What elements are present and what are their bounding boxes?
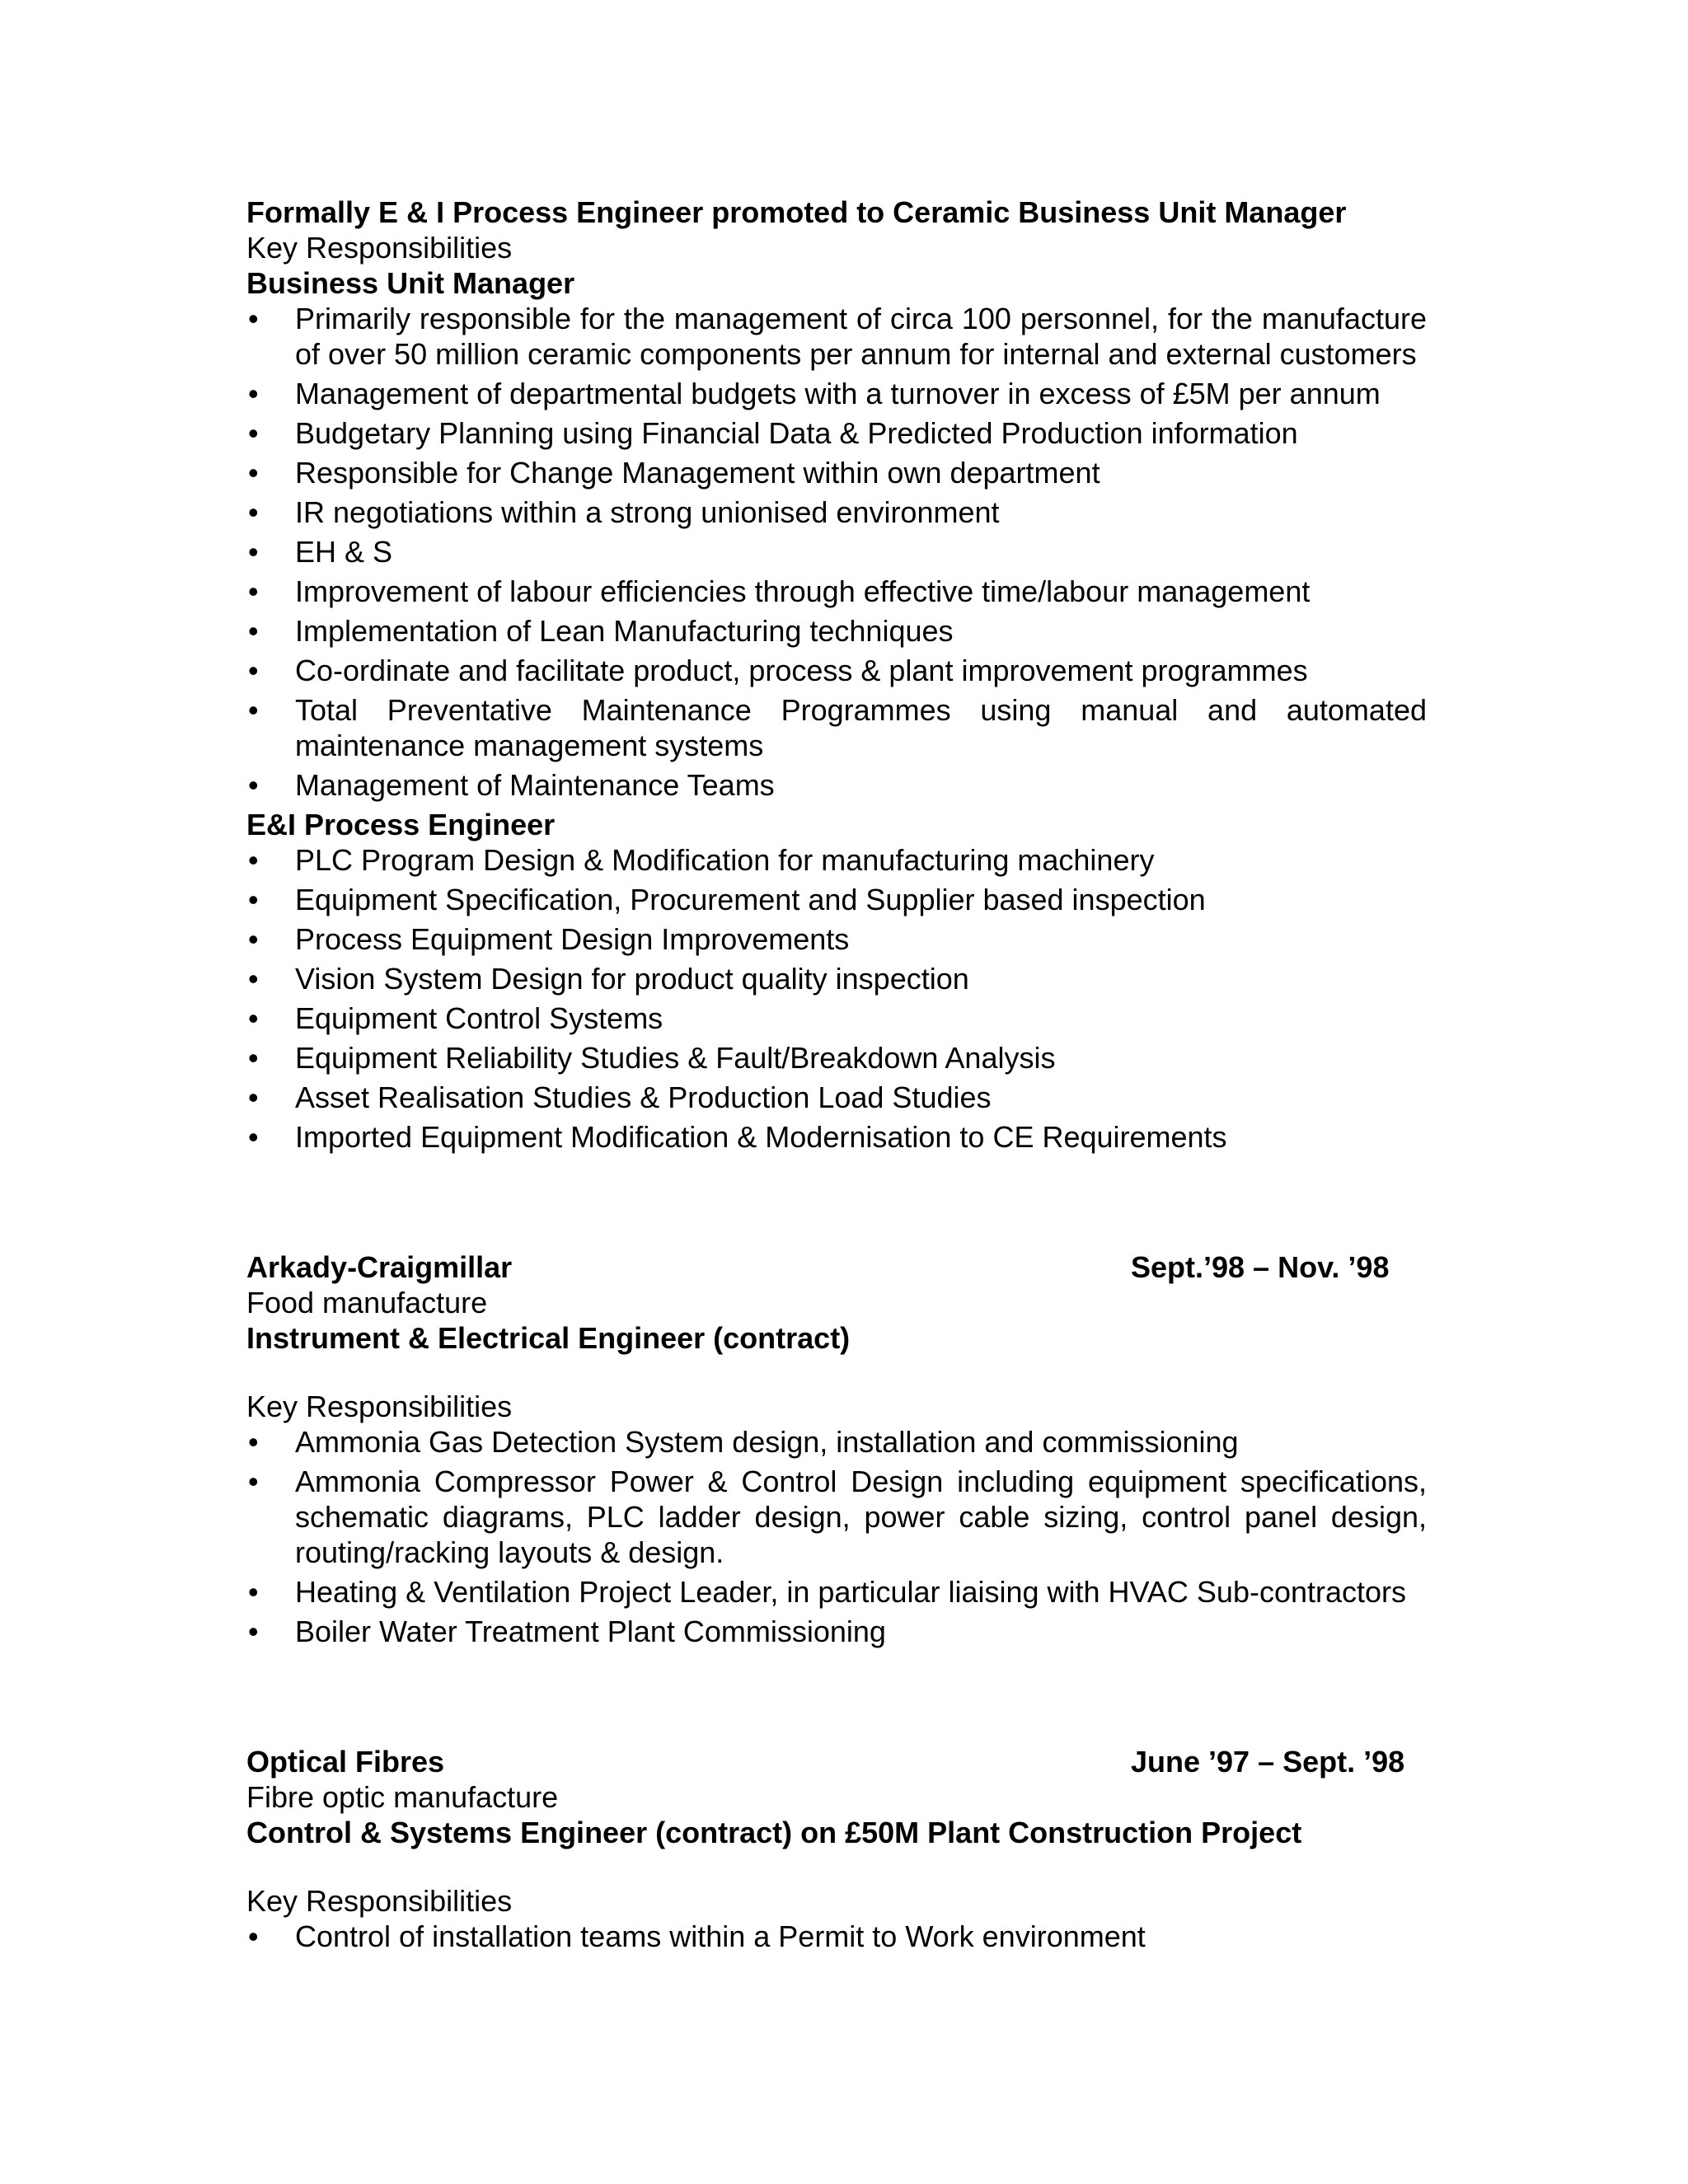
bullet-icon: • [248, 1001, 259, 1035]
bullet-icon: • [248, 377, 259, 410]
bullet-icon: • [248, 962, 259, 996]
role-title-business-unit-manager: Business Unit Manager [246, 266, 575, 300]
bullet-icon: • [248, 1120, 259, 1154]
list-item: • Process Equipment Design Improvements [248, 922, 850, 956]
bullet-icon: • [248, 1465, 259, 1498]
bullet-icon: • [248, 1615, 259, 1648]
bullet-icon: • [248, 883, 259, 916]
list-item: • Management of Maintenance Teams [248, 768, 775, 802]
industry: Fibre optic manufacture [246, 1780, 559, 1814]
ei-process-engineer-list [246, 842, 1427, 1155]
list-item: • Ammonia Compressor Power & Control Design including equipment specifications, schematic diagrams, PLC ladder design, power cable sizing, control panel design, routing/racking layouts & design. [248, 1465, 1427, 1569]
list-item: • Ammonia Gas Detection System design, installation and commissioning [248, 1425, 1239, 1459]
bullet-icon: • [248, 574, 259, 608]
business-unit-manager-list [246, 301, 1427, 803]
job-header-arkady [246, 1249, 1427, 1285]
key-responsibilities-label: Key Responsibilities [246, 231, 513, 265]
list-item: • Equipment Reliability Studies & Fault/Breakdown Analysis [248, 1041, 1056, 1075]
list-item: • Boiler Water Treatment Plant Commissioning [248, 1615, 886, 1648]
spacer [246, 1356, 1427, 1389]
intro-heading: Formally E & I Process Engineer promoted to Ceramic Business Unit Manager [246, 195, 1347, 229]
list-item: • Equipment Specification, Procurement and Supplier based inspection [248, 883, 1206, 916]
bullet-icon: • [248, 1425, 259, 1459]
list-item: • Heating & Ventilation Project Leader, in particular liaising with HVAC Sub-contractors [248, 1575, 1407, 1609]
list-item: • EH & S [248, 535, 393, 569]
list-item: • Primarily responsible for the management of circa 100 personnel, for the manufacture of over 50 million ceramic components per annum for internal and external customers [248, 302, 1427, 371]
bullet-icon: • [248, 693, 259, 727]
bullet-icon: • [248, 1080, 259, 1114]
list-item: • Vision System Design for product quality inspection [248, 962, 969, 996]
list-item: • Equipment Control Systems [248, 1001, 663, 1035]
arkady-responsibilities-list [246, 1424, 1427, 1649]
company-name: Optical Fibres [246, 1745, 445, 1779]
position-title: Control & Systems Engineer (contract) on £50M Plant Construction Project [246, 1816, 1302, 1849]
bullet-icon: • [248, 456, 259, 490]
key-responsibilities-label: Key Responsibilities [246, 1884, 513, 1918]
optical-fibres-responsibilities-list [246, 1919, 1427, 1954]
bullet-icon: • [248, 614, 259, 648]
bullet-icon: • [248, 1041, 259, 1075]
list-item: • Budgetary Planning using Financial Data & Predicted Production information [248, 416, 1298, 450]
list-item: • PLC Program Design & Modification for manufacturing machinery [248, 843, 1155, 877]
role-title-ei-process-engineer: E&I Process Engineer [246, 808, 556, 841]
list-item: • Control of installation teams within a Permit to Work environment [248, 1919, 1146, 1953]
list-item: • Implementation of Lean Manufacturing techniques [248, 614, 954, 648]
company-name: Arkady-Craigmillar [246, 1250, 513, 1284]
bullet-icon: • [248, 843, 259, 877]
job-dates: June ’97 – Sept. ’98 [1131, 1745, 1405, 1779]
list-item: • IR negotiations within a strong unionised environment [248, 495, 1000, 529]
bullet-icon: • [248, 922, 259, 956]
bullet-icon: • [248, 535, 259, 569]
list-item: • Management of departmental budgets with a turnover in excess of £5M per annum [248, 377, 1381, 410]
bullet-icon: • [248, 768, 259, 802]
bullet-icon: • [248, 302, 259, 335]
cv-page [246, 194, 1427, 1958]
bullet-icon: • [248, 495, 259, 529]
bullet-icon: • [248, 1575, 259, 1609]
list-item: • Total Preventative Maintenance Programmes using manual and automated maintenance management systems [248, 693, 1427, 762]
bullet-icon: • [248, 654, 259, 687]
bullet-icon: • [248, 1919, 259, 1953]
bullet-icon: • [248, 416, 259, 450]
section-spacer [246, 1159, 1427, 1249]
section-spacer [246, 1653, 1427, 1744]
list-item: • Imported Equipment Modification & Modernisation to CE Requirements [248, 1120, 1227, 1154]
job-dates: Sept.’98 – Nov. ’98 [1131, 1250, 1390, 1284]
list-item: • Responsible for Change Management within own department [248, 456, 1100, 490]
key-responsibilities-label: Key Responsibilities [246, 1390, 513, 1423]
spacer [246, 1850, 1427, 1883]
industry: Food manufacture [246, 1286, 488, 1319]
list-item: • Improvement of labour efficiencies through effective time/labour management [248, 574, 1311, 608]
job-header-optical-fibres [246, 1744, 1427, 1779]
list-item: • Co-ordinate and facilitate product, process & plant improvement programmes [248, 654, 1308, 687]
list-item: • Asset Realisation Studies & Production Load Studies [248, 1080, 992, 1114]
position-title: Instrument & Electrical Engineer (contract) [246, 1321, 851, 1355]
